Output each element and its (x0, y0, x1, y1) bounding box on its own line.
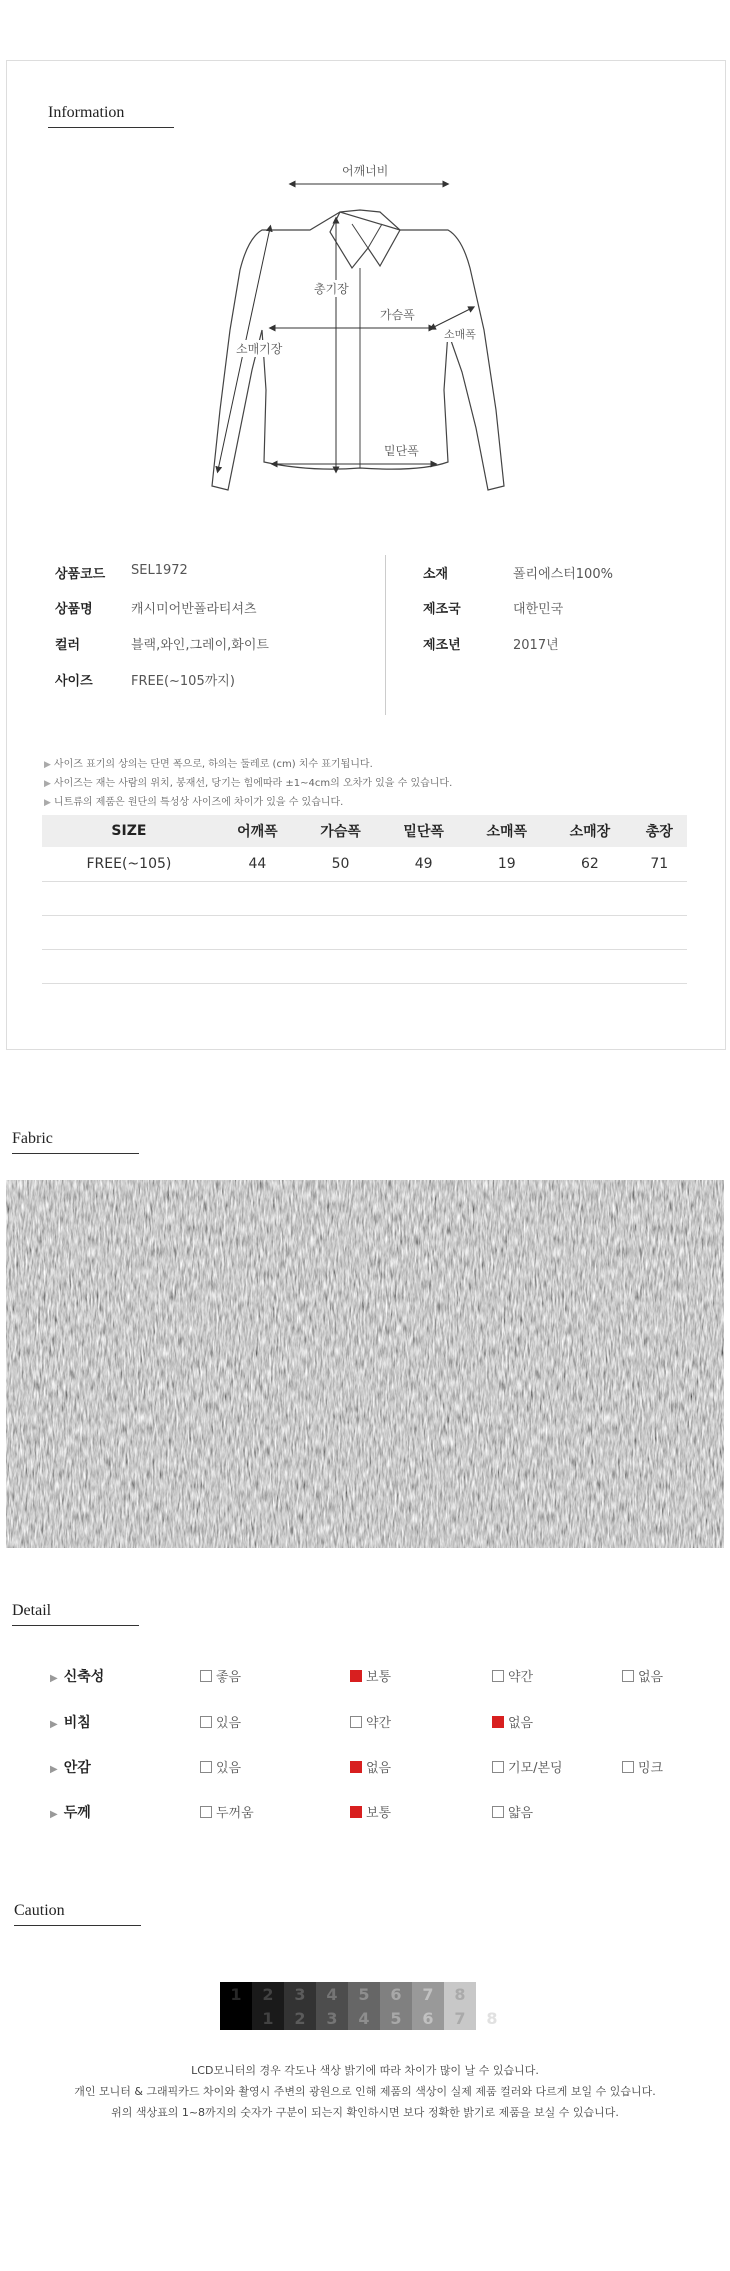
spec-value-name: 캐시미어반폴라티셔츠 (131, 602, 257, 617)
detail-title: Detail (12, 1602, 139, 1626)
swatch-cell: 1 (220, 1982, 252, 2006)
size-note-text: 니트류의 제품은 원단의 특성상 사이즈에 차이가 있을 수 있습니다. (53, 797, 344, 808)
swatch-row-top (220, 1982, 508, 2006)
cell-hem: 49 (382, 847, 465, 881)
swatch-cell: 5 (348, 1982, 380, 2006)
garment-diagram (200, 160, 540, 500)
option-text: 밍크 (638, 1761, 664, 1776)
table-row-empty (42, 949, 687, 983)
spec-label-code: 상품코드 (55, 567, 106, 582)
triangle-icon: ▶ (50, 1719, 58, 1730)
option-stretch-normal[interactable] (350, 1666, 391, 1685)
spec-label-country: 제조국 (423, 602, 461, 617)
checkbox-icon (350, 1716, 362, 1728)
checkbox-icon (200, 1761, 212, 1773)
checkbox-icon (622, 1670, 634, 1682)
label-shoulder: 어깨너비 (342, 164, 389, 178)
option-lining-brushed[interactable] (492, 1757, 563, 1776)
table-row-empty (42, 881, 687, 915)
option-stretch-good[interactable] (200, 1666, 241, 1685)
swatch-cell: 7 (412, 1982, 444, 2006)
swatch-cell: 6 (380, 1982, 412, 2006)
swatch-cell: 8 (476, 2006, 508, 2030)
header-sleeve-length: 소매장 (548, 815, 631, 847)
header-sleeve-width: 소매폭 (465, 815, 548, 847)
header-hem: 밑단폭 (382, 815, 465, 847)
size-table (42, 815, 687, 984)
option-text: 좋음 (216, 1670, 242, 1685)
header-shoulder: 어깨폭 (216, 815, 299, 847)
table-row (42, 847, 687, 881)
checkbox-icon (492, 1806, 504, 1818)
spec-value-material: 폴리에스터100% (513, 567, 613, 582)
table-row-empty (42, 915, 687, 949)
checkbox-icon (492, 1761, 504, 1773)
swatch-cell (220, 2006, 252, 2030)
swatch-cell: 8 (444, 1982, 476, 2006)
cell-shoulder: 44 (216, 847, 299, 881)
swatch-cell: 4 (316, 1982, 348, 2006)
checkbox-checked-icon (492, 1716, 504, 1728)
swatch-cell: 3 (316, 2006, 348, 2030)
cell-total-length: 71 (631, 847, 687, 881)
label-hem: 밑단폭 (384, 444, 419, 458)
size-note-text: 사이즈 표기의 상의는 단면 폭으로, 하의는 둘레로 (cm) 치수 표기됩니다. (53, 759, 373, 770)
option-text: 보통 (366, 1806, 392, 1821)
option-text: 없음 (638, 1670, 664, 1685)
spec-value-country: 대한민국 (513, 602, 564, 617)
swatch-cell: 2 (252, 1982, 284, 2006)
checkbox-checked-icon (350, 1761, 362, 1773)
detail-label-thickness (50, 1802, 91, 1822)
header-total-length: 총장 (631, 815, 687, 847)
checkbox-checked-icon (350, 1806, 362, 1818)
option-thickness-thin[interactable] (492, 1802, 533, 1821)
detail-label-text: 안감 (63, 1760, 91, 1776)
option-stretch-none[interactable] (622, 1666, 663, 1685)
option-stretch-slight[interactable] (492, 1666, 533, 1685)
size-note-3 (44, 793, 343, 808)
swatch-cell: 1 (252, 2006, 284, 2030)
spec-divider (385, 555, 386, 715)
option-sheer-yes[interactable] (200, 1712, 241, 1731)
cell-sleeve-length: 62 (548, 847, 631, 881)
swatch-cell: 3 (284, 1982, 316, 2006)
triangle-icon: ▶ (50, 1673, 58, 1684)
option-text: 약간 (508, 1670, 534, 1685)
label-sleeve-width: 소매폭 (444, 328, 476, 341)
checkbox-icon (200, 1806, 212, 1818)
spec-value-year: 2017년 (513, 638, 559, 653)
fabric-texture (6, 1180, 724, 1548)
detail-label-stretch (50, 1666, 104, 1686)
fabric-texture-image (6, 1180, 724, 1548)
information-title: Information (48, 104, 174, 128)
swatch-cell: 2 (284, 2006, 316, 2030)
spec-label-name: 상품명 (55, 602, 93, 617)
triangle-icon: ▶ (50, 1809, 58, 1820)
detail-label-lining (50, 1757, 91, 1777)
cell-size: FREE(~105) (42, 847, 216, 881)
option-text: 없음 (366, 1761, 392, 1776)
option-thickness-normal[interactable] (350, 1802, 391, 1821)
detail-label-text: 신축성 (63, 1669, 105, 1685)
option-text: 약간 (366, 1716, 392, 1731)
header-chest: 가슴폭 (299, 815, 382, 847)
option-text: 기모/본딩 (508, 1761, 563, 1776)
option-text: 얇음 (508, 1806, 534, 1821)
checkbox-icon (492, 1670, 504, 1682)
label-sleeve-length: 소매기장 (236, 342, 283, 356)
option-text: 보통 (366, 1670, 392, 1685)
checkbox-icon (200, 1716, 212, 1728)
triangle-icon: ▶ (44, 779, 51, 789)
label-chest: 가슴폭 (380, 308, 415, 322)
spec-label-material: 소재 (423, 567, 449, 582)
cell-chest: 50 (299, 847, 382, 881)
swatch-cell: 6 (412, 2006, 444, 2030)
spec-value-color: 블랙,와인,그레이,화이트 (131, 638, 269, 653)
checkbox-checked-icon (350, 1670, 362, 1682)
option-lining-yes[interactable] (200, 1757, 241, 1776)
triangle-icon: ▶ (44, 760, 51, 770)
swatch-cell: 4 (348, 2006, 380, 2030)
option-lining-none[interactable] (350, 1757, 391, 1776)
caution-title: Caution (14, 1902, 141, 1926)
option-lining-mink[interactable] (622, 1757, 663, 1776)
caution-line-1: LCD모니터의 경우 각도나 색상 밝기에 따라 차이가 많이 날 수 있습니다. (191, 2064, 539, 2077)
caution-line-2: 개인 모니터 & 그래픽카드 차이와 촬영시 주변의 광원으로 인해 제품의 색상이 실제 제품 컬러와 다르게 보일 수 있습니다. (74, 2085, 656, 2098)
size-note-1 (44, 755, 373, 770)
spec-value-size: FREE(~105까지) (131, 674, 235, 689)
option-text: 없음 (508, 1716, 534, 1731)
option-thickness-thick[interactable] (200, 1802, 254, 1821)
spec-label-year: 제조년 (423, 638, 461, 653)
caution-line-3: 위의 색상표의 1~8까지의 숫자가 구분이 되는지 확인하시면 보다 정확한 밝기로 제품을 보실 수 있습니다. (111, 2106, 619, 2119)
checkbox-icon (622, 1761, 634, 1773)
option-text: 있음 (216, 1761, 242, 1776)
checkbox-icon (200, 1670, 212, 1682)
option-sheer-none[interactable] (492, 1712, 533, 1731)
option-text: 두꺼움 (216, 1806, 254, 1821)
spec-label-color: 컬러 (55, 638, 81, 653)
spec-label-size: 사이즈 (55, 674, 93, 689)
fabric-title: Fabric (12, 1130, 139, 1154)
swatch-cell: 5 (380, 2006, 412, 2030)
spec-value-code: SEL1972 (131, 563, 188, 578)
triangle-icon: ▶ (50, 1764, 58, 1775)
option-sheer-slight[interactable] (350, 1712, 391, 1731)
size-note-2 (44, 774, 452, 789)
header-size: SIZE (42, 815, 216, 847)
detail-label-text: 비침 (63, 1715, 91, 1731)
label-total-length: 총기장 (314, 282, 349, 296)
detail-label-sheer (50, 1712, 91, 1732)
swatch-row-bottom (220, 2006, 508, 2030)
cell-sleeve-width: 19 (465, 847, 548, 881)
swatch-cell: 7 (444, 2006, 476, 2030)
detail-label-text: 두께 (63, 1805, 91, 1821)
swatch-cell (476, 1982, 508, 2006)
size-note-text: 사이즈는 재는 사람의 위치, 봉재선, 당기는 힘에따라 ±1~4cm의 오차가 있을 수 있습니다. (53, 778, 453, 789)
triangle-icon: ▶ (44, 798, 51, 808)
option-text: 있음 (216, 1716, 242, 1731)
size-table-header (42, 815, 687, 847)
